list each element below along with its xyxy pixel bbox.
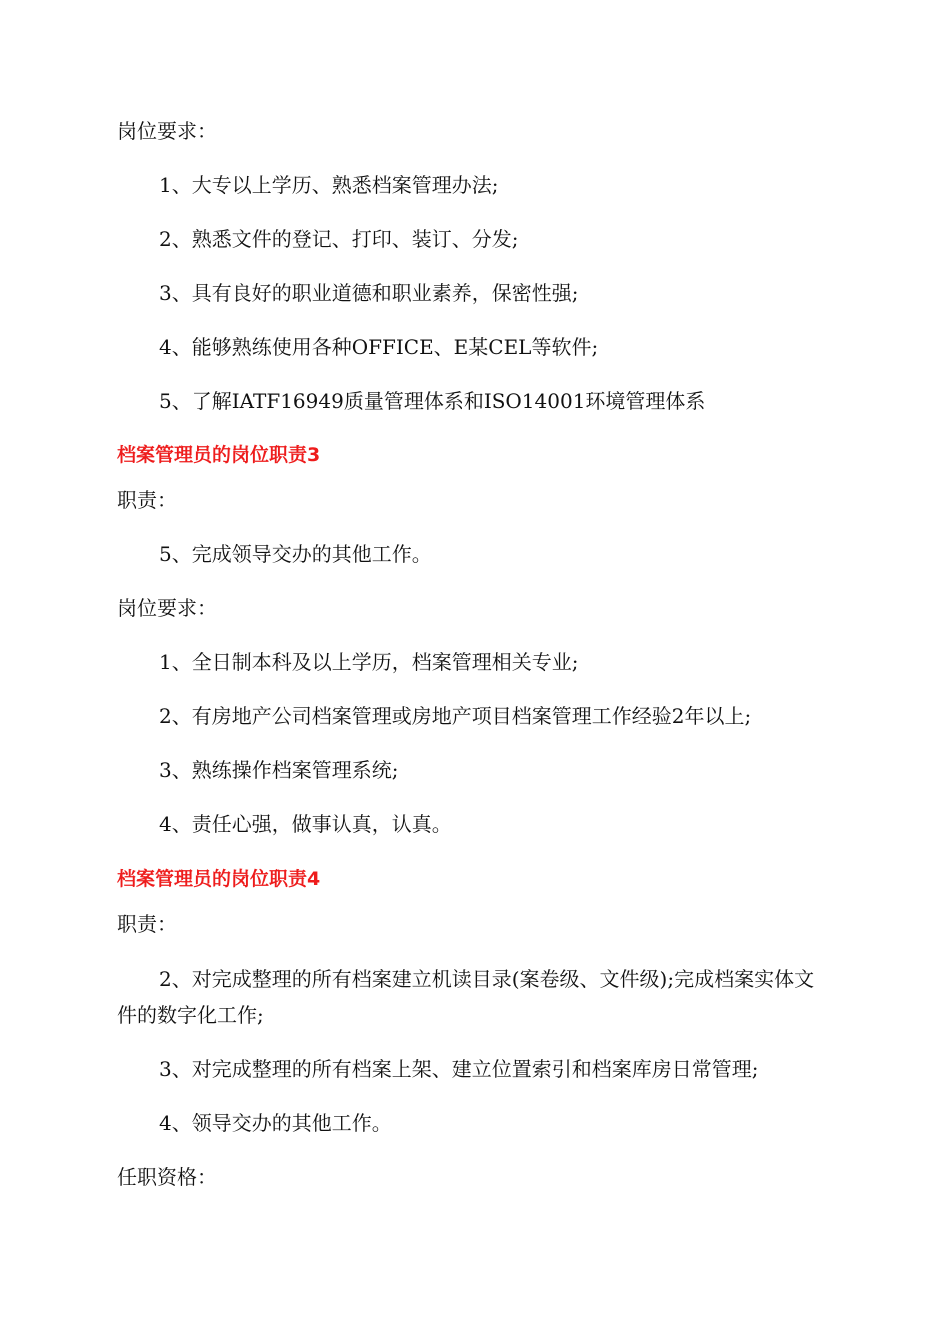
requirement-item: 4、责任心强，做事认真，认真。 [159,812,452,836]
qualifications-label: 任职资格： [117,1165,217,1189]
requirement-item: 5、了解IATF16949质量管理体系和ISO14001环境管理体系 [159,389,706,413]
requirement-item: 2、有房地产公司档案管理或房地产项目档案管理工作经验2年以上; [159,704,752,728]
requirement-item: 4、能够熟练使用各种OFFICE、E某CEL等软件; [159,335,599,359]
duty-item: 4、领导交办的其他工作。 [159,1111,392,1135]
section-heading-4: 档案管理员的岗位职责4 [117,868,321,890]
duties-label: 职责： [117,912,177,936]
requirement-item: 3、熟练操作档案管理系统; [159,758,399,782]
duties-label: 职责： [117,488,177,512]
requirement-item: 2、熟悉文件的登记、打印、装订、分发; [159,227,519,251]
duty-item: 3、对完成整理的所有档案上架、建立位置索引和档案库房日常管理; [159,1057,759,1081]
section-heading-3: 档案管理员的岗位职责3 [117,444,321,466]
requirements-label: 岗位要求： [117,596,217,620]
duty-item: 2、对完成整理的所有档案建立机读目录(案卷级、文件级);完成档案实体文件的数字化工作; [117,967,815,1027]
requirement-item: 1、全日制本科及以上学历，档案管理相关专业; [159,650,579,674]
duty-item: 5、完成领导交办的其他工作。 [159,542,432,566]
requirements-label: 岗位要求： [117,119,217,143]
requirement-item: 1、大专以上学历、熟悉档案管理办法; [159,173,499,197]
requirement-item: 3、具有良好的职业道德和职业素养，保密性强; [159,281,579,305]
